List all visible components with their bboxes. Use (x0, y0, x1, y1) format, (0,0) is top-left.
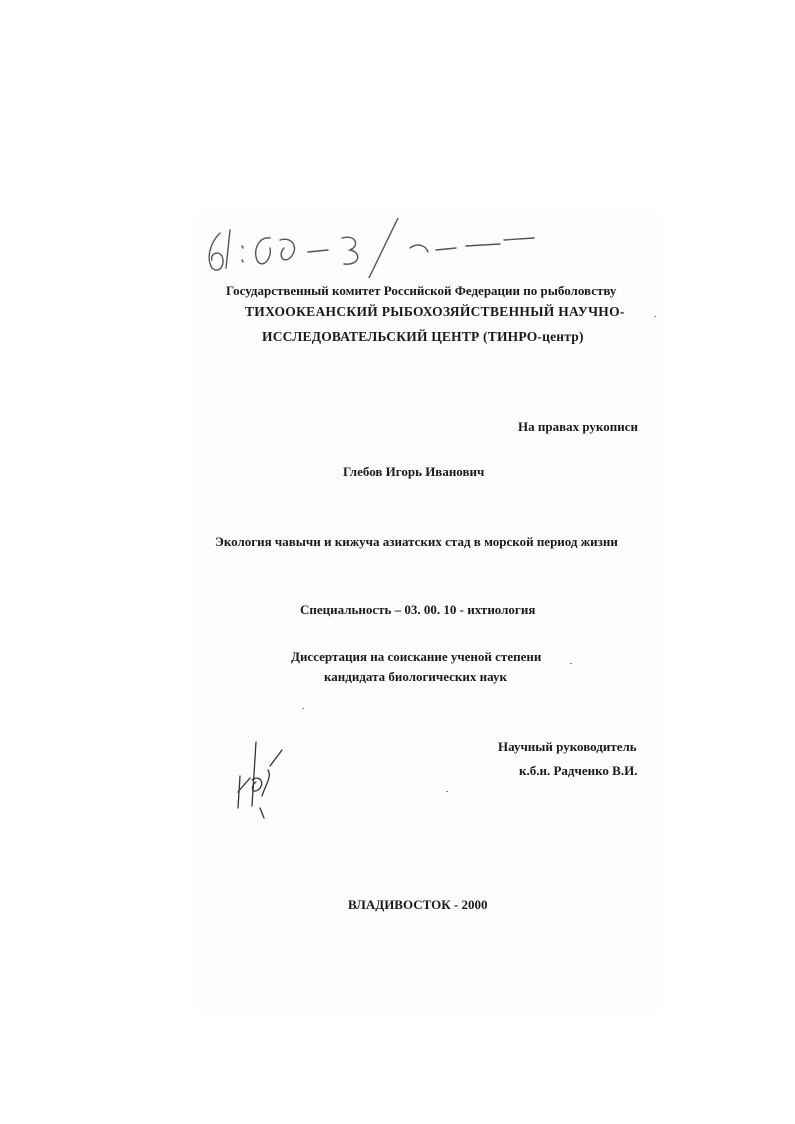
scan-speck (654, 316, 656, 317)
rights-note: На правах рукописи (518, 419, 638, 434)
committee-name: Государственный комитет Российской Федерации по рыболовству (226, 283, 617, 298)
degree-line2: кандидата биологических наук (324, 669, 507, 684)
institute-name-line2: ИССЛЕДОВАТЕЛЬСКИЙ ЦЕНТР (ТИНРО-центр) (262, 329, 584, 344)
degree-line1: Диссертация на соискание ученой степени (291, 649, 542, 664)
scan-speck (570, 663, 572, 664)
handwritten-catalogue-code (200, 218, 540, 278)
institute-name-line1: ТИХООКЕАНСКИЙ РЫБОХОЗЯЙСТВЕННЫЙ НАУЧНО- (245, 304, 625, 319)
city-year: ВЛАДИВОСТОК - 2000 (348, 897, 488, 912)
scan-speck (446, 791, 448, 792)
dissertation-title: Экология чавычи и кижуча азиатских стад в морской период жизни (215, 534, 618, 549)
supervisor-label: Научный руководитель (498, 739, 637, 754)
scan-speck (302, 708, 304, 709)
author-name: Глебов Игорь Иванович (343, 464, 485, 479)
specialty: Специальность – 03. 00. 10 - ихтиология (300, 602, 536, 617)
supervisor-name: к.б.н. Радченко В.И. (519, 763, 638, 778)
signature (232, 736, 292, 820)
